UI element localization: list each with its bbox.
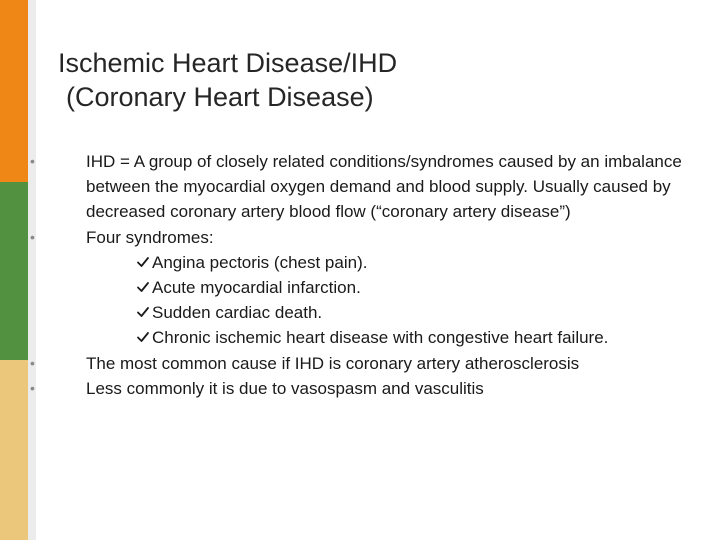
bullet-text: Four syndromes: <box>86 227 214 247</box>
checkmark-icon <box>136 255 150 269</box>
bullet-item <box>26 376 686 401</box>
slide-title <box>58 46 658 114</box>
sub-item-text: Sudden cardiac death. <box>152 303 323 323</box>
title-line-1: Ischemic Heart Disease/IHD <box>58 48 398 78</box>
bullet-item <box>26 149 686 225</box>
accent-green-segment <box>0 182 28 360</box>
bullet-text: The most common cause if IHD is coronary artery atherosclerosis <box>86 353 580 373</box>
bullet-item <box>26 351 686 376</box>
checkmark-icon <box>136 305 150 319</box>
slide-content <box>26 149 686 401</box>
bullet-dot-icon: • <box>30 228 35 245</box>
sub-item <box>86 275 686 300</box>
bullet-text: Less commonly it is due to vasospasm and vasculitis <box>86 378 484 398</box>
sub-item <box>86 300 686 325</box>
bullet-item <box>26 225 686 351</box>
sub-item-text: Acute myocardial infarction. <box>152 278 361 298</box>
accent-bar <box>0 0 28 540</box>
bullet-dot-icon: • <box>30 354 35 371</box>
accent-tan-segment <box>0 360 28 540</box>
sub-item <box>86 250 686 275</box>
bullet-dot-icon: • <box>30 379 35 396</box>
checkmark-icon <box>136 280 150 294</box>
bullet-text: IHD = A group of closely related conditions/syndromes caused by an imbalance between the myocardial oxygen demand and blood supply. Usually caused by decreased coronary artery blood flow (“coronary artery disease”) <box>86 152 682 222</box>
title-line-2: (Coronary Heart Disease) <box>66 82 374 112</box>
sub-item-text: Chronic ischemic heart disease with congestive heart failure. <box>152 328 609 348</box>
bullet-dot-icon: • <box>30 153 35 169</box>
checkmark-icon <box>136 330 150 344</box>
accent-orange-segment <box>0 0 28 182</box>
sub-item-text: Angina pectoris (chest pain). <box>152 252 368 272</box>
sub-item <box>86 325 686 350</box>
